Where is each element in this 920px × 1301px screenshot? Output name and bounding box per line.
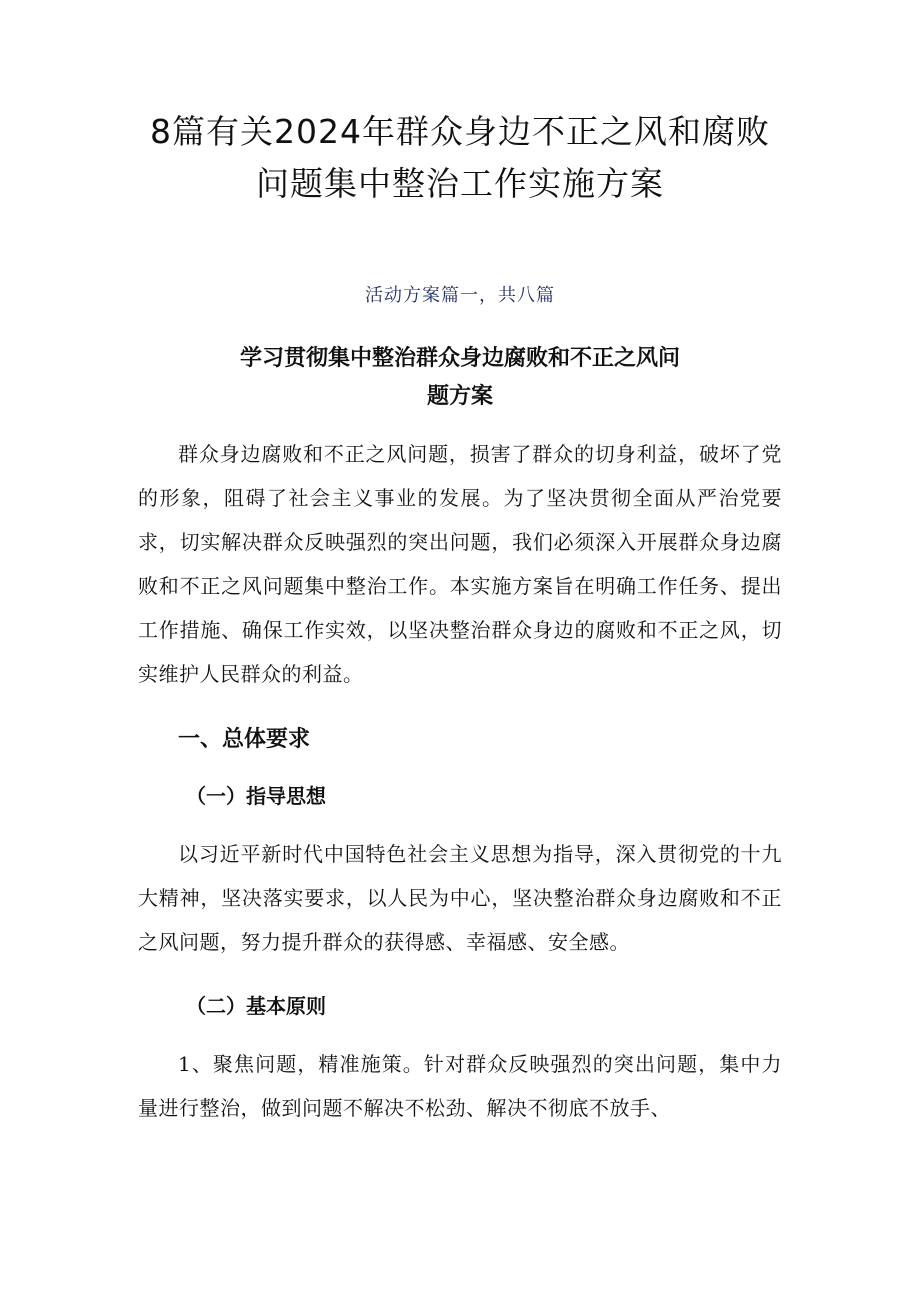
heading-guiding-ideology: （一）指导思想 xyxy=(186,784,326,808)
paragraph-guiding-ideology: 以习近平新时代中国特色社会主义思想为指导，深入贯彻党的十九大精神，坚决落实要求，以人民为中心，坚决整治群众身边腐败和不正之风问题，努力提升群众的获得感、幸福感、安全感。 xyxy=(138,842,782,954)
heading-basic-principles: （二）基本原则 xyxy=(186,994,326,1018)
section-title-line-2: 题方案 xyxy=(426,384,493,409)
section-marker: 活动方案篇一，共八篇 xyxy=(365,285,555,306)
intro-paragraph: 群众身边腐败和不正之风问题，损害了群众的切身利益，破坏了党的形象，阻碍了社会主义事业的发展。为了坚决贯彻全面从严治党要求，切实解决群众反映强烈的突出问题，我们必须深入开展群众身边腐败和不正之风问题集中整治工作。本实施方案旨在明确工作任务、提出工作措施、确保工作实效，以坚决整治群众身边的腐败和不正之风，切实维护人民群众的利益。 xyxy=(138,442,782,686)
paragraph-basic-principles: 1、聚焦问题，精准施策。针对群众反映强烈的突出问题，集中力量进行整治，做到问题不解决不松劲、解决不彻底不放手、 xyxy=(138,1052,782,1120)
section-title xyxy=(138,340,782,416)
section-title-line-1: 学习贯彻集中整治群众身边腐败和不正之风问 xyxy=(239,346,680,371)
document-title-line-2: 问题集中整治工作实施方案 xyxy=(256,164,664,203)
heading-general-requirements: 一、总体要求 xyxy=(178,727,311,752)
document-title xyxy=(138,0,782,210)
document-title-line-1: 8篇有关2024年群众身边不正之风和腐败 xyxy=(150,112,770,151)
